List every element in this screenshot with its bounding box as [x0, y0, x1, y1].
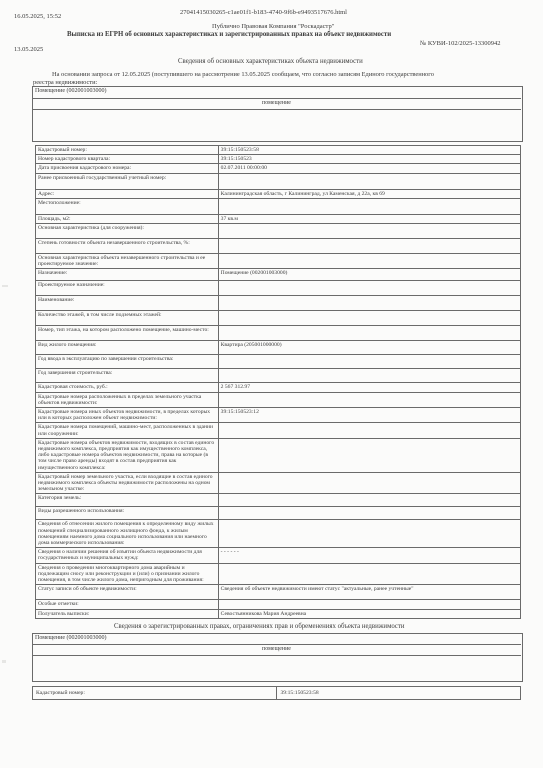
characteristic-value — [218, 281, 520, 296]
rights-object-value: помещение — [262, 646, 291, 652]
characteristic-label: Номер, тип этажа, на котором расположено помещение, машино-место: — [36, 326, 219, 341]
characteristic-value — [218, 326, 520, 341]
characteristic-value — [218, 520, 520, 548]
characteristic-label: Адрес: — [36, 189, 219, 198]
characteristic-label: Основная характеристика объекта незавершенного строительства и ее проектируемое значение: — [36, 254, 219, 269]
characteristic-row — [36, 494, 521, 507]
characteristic-row — [36, 355, 521, 369]
characteristic-label: Ранее присвоенный государственный учетный номер: — [36, 173, 219, 189]
characteristic-label: Сведения об отнесении жилого помещения к определенному виду жилых помещений специализированного жилищного фонда, к жилым помещениям наемного дома социального использования или наемного дома коммерческого использования: — [36, 520, 219, 548]
organization-name: Публично Правовая Компания "Роскадастр" — [212, 23, 335, 30]
characteristic-row — [36, 296, 521, 311]
characteristic-value — [218, 254, 520, 269]
characteristic-value: 2 567 312.97 — [218, 383, 520, 392]
characteristic-row — [36, 585, 521, 600]
print-datetime: 16.05.2025, 15:52 — [14, 13, 62, 20]
characteristic-row — [36, 189, 521, 198]
characteristic-value: Калининградская область, г Калининград, ул Каменская, д 22а, кв 69 — [218, 189, 520, 198]
document-title: Выписка из ЕГРН об основных характеристиках и зарегистрированных правах на объект недвижимости — [67, 31, 392, 38]
characteristic-row — [36, 472, 521, 494]
characteristic-value — [218, 224, 520, 239]
characteristic-value: 39:15:150523 — [218, 155, 520, 164]
characteristic-label: Основная характеристика (для сооружения): — [36, 224, 219, 239]
characteristic-label: Сведения о проведении многоквартирного дома аварийным и подлежащим сносу или реконструкции и (или) о признании жилого помещения, в том числе жилого дома, непригодным для проживания: — [36, 563, 219, 585]
characteristic-value — [218, 369, 520, 383]
characteristic-value: 39:15:150523:12 — [218, 408, 520, 423]
characteristic-label: Особые отметки: — [36, 600, 219, 609]
characteristic-label: Местоположение: — [36, 198, 219, 214]
characteristic-value — [218, 198, 520, 214]
characteristic-label: Сведения о наличии решения об изъятии объекта недвижимости для государственных и муниципальных нужд: — [36, 548, 219, 563]
characteristic-value — [218, 311, 520, 326]
characteristic-row — [36, 155, 521, 164]
characteristic-value — [218, 563, 520, 585]
object-type-label: Помещение (002001003000) — [35, 88, 107, 94]
characteristic-value: Квартира (205001000000) — [218, 341, 520, 355]
characteristic-row — [36, 269, 521, 281]
characteristic-value — [218, 239, 520, 254]
characteristic-value: 02.07.2011 00:00:00 — [218, 164, 520, 173]
section-title-rights: Сведения о зарегистрированных правах, ограничениях прав и обременениях объекта недвижимости — [114, 623, 405, 630]
characteristic-label: Назначение: — [36, 269, 219, 281]
characteristic-label: Номер кадастрового квартала: — [36, 155, 219, 164]
characteristic-value — [218, 296, 520, 311]
characteristic-label: Кадастровые номера объектов недвижимости, входящих в состав единого недвижимого комплекса, предприятия как имущественного комплекса, либо кадастровые номера объектов недвижимости, права на которые (в том числе право аренды) входят в состав предприятия как имущественного комплекса: — [36, 438, 219, 472]
characteristic-row — [36, 548, 521, 563]
characteristic-label: Статус записи об объекте недвижимости: — [36, 585, 219, 600]
rights-cadastral-table — [32, 686, 521, 700]
characteristic-row — [36, 341, 521, 355]
characteristic-row — [36, 563, 521, 585]
rights-cadastral-value: 39:15:150523:58 — [277, 687, 521, 700]
characteristics-table — [35, 145, 521, 619]
characteristic-row — [36, 214, 521, 223]
characteristic-value: 37 кв.м — [218, 214, 520, 223]
characteristic-label: Наименование: — [36, 296, 219, 311]
characteristic-row — [36, 383, 521, 392]
intro-text-line1: На основании запроса от 12.05.2025 (поступившего на рассмотрение 13.05.2025 сообщаем, что согласно записям Единого государственного — [52, 71, 434, 78]
characteristic-value — [218, 600, 520, 609]
characteristic-label: Проектируемое назначение: — [36, 281, 219, 296]
characteristic-row — [36, 392, 521, 407]
characteristic-row — [36, 239, 521, 254]
characteristic-label: Кадастровые номера иных объектов недвижимости, в пределах которых или в которых расположен объект недвижимости: — [36, 408, 219, 423]
scan-mark — [2, 660, 6, 663]
characteristic-value — [218, 494, 520, 507]
rights-cadastral-label: Кадастровый номер: — [33, 687, 277, 700]
characteristic-row — [36, 164, 521, 173]
characteristic-label: Дата присвоения кадастрового номера: — [36, 164, 219, 173]
characteristic-value — [218, 423, 520, 438]
characteristic-label: Степень готовности объекта незавершенного строительства, %: — [36, 239, 219, 254]
characteristic-value — [218, 472, 520, 494]
characteristic-row — [36, 224, 521, 239]
characteristic-label: Кадастровые номера расположенных в пределах земельного участка объектов недвижимости: — [36, 392, 219, 407]
characteristic-row — [36, 254, 521, 269]
characteristic-label: Год ввода в эксплуатацию по завершении строительства: — [36, 355, 219, 369]
rights-object-label: Помещение (002001003000) — [35, 635, 107, 641]
characteristic-value — [218, 355, 520, 369]
characteristic-row — [36, 281, 521, 296]
characteristic-value: Севостьянникова Мария Андреевна — [218, 609, 520, 618]
object-type-value: помещение — [262, 100, 291, 106]
characteristic-value — [218, 392, 520, 407]
scan-mark — [2, 285, 8, 287]
characteristic-value: - - - - - - — [218, 548, 520, 563]
characteristic-value: Помещение (002001003000) — [218, 269, 520, 281]
document-date: 13.05.2025 — [14, 46, 44, 53]
characteristic-label: Вид жилого помещения: — [36, 341, 219, 355]
rights-cadastral-row — [33, 687, 521, 700]
rights-value-row — [32, 644, 521, 656]
characteristic-value — [218, 438, 520, 472]
characteristic-label: Получатель выписки: — [36, 609, 219, 618]
characteristic-label: Год завершения строительства: — [36, 369, 219, 383]
characteristic-label: Кадастровый номер: — [36, 146, 219, 155]
characteristic-row — [36, 146, 521, 155]
characteristic-row — [36, 520, 521, 548]
characteristic-row — [36, 600, 521, 609]
characteristic-value — [218, 173, 520, 189]
characteristic-row — [36, 507, 521, 520]
characteristic-row — [36, 173, 521, 189]
characteristic-row — [36, 408, 521, 423]
characteristic-label: Кадастровые номера помещений, машино-мест, расположенных в здании или сооружении: — [36, 423, 219, 438]
characteristic-row — [36, 326, 521, 341]
characteristic-value — [218, 507, 520, 520]
characteristic-label: Площадь, м2: — [36, 214, 219, 223]
characteristic-label: Кадастровый номер земельного участка, если входящие в состав единого недвижимого комплекса объекты недвижимости расположены на одном земельном участке: — [36, 472, 219, 494]
characteristic-value: 39:15:150523:58 — [218, 146, 520, 155]
intro-text-line2: реестра недвижимости: — [33, 79, 98, 86]
document-number: № КУВИ-102/2025-13300942 — [420, 40, 501, 47]
characteristic-row — [36, 438, 521, 472]
characteristic-row — [36, 609, 521, 618]
characteristic-label: Виды разрешенного использования: — [36, 507, 219, 520]
characteristic-label: Категория земель: — [36, 494, 219, 507]
characteristic-row — [36, 369, 521, 383]
characteristic-row — [36, 311, 521, 326]
object-type-value-row — [32, 98, 521, 110]
section-title-characteristics: Сведения об основных характеристиках объекта недвижимости — [178, 58, 363, 65]
characteristic-row — [36, 423, 521, 438]
characteristic-row — [36, 198, 521, 214]
characteristic-label: Количество этажей, в том числе подземных этажей: — [36, 311, 219, 326]
characteristic-value: Сведения об объекте недвижимости имеют статус "актуальные, ранее учтенные" — [218, 585, 520, 600]
characteristic-label: Кадастровая стоимость, руб.: — [36, 383, 219, 392]
document-uuid: 27041415030265-c1ae01f1-b183-4740-9f6b-e9493517676.html — [180, 9, 347, 16]
